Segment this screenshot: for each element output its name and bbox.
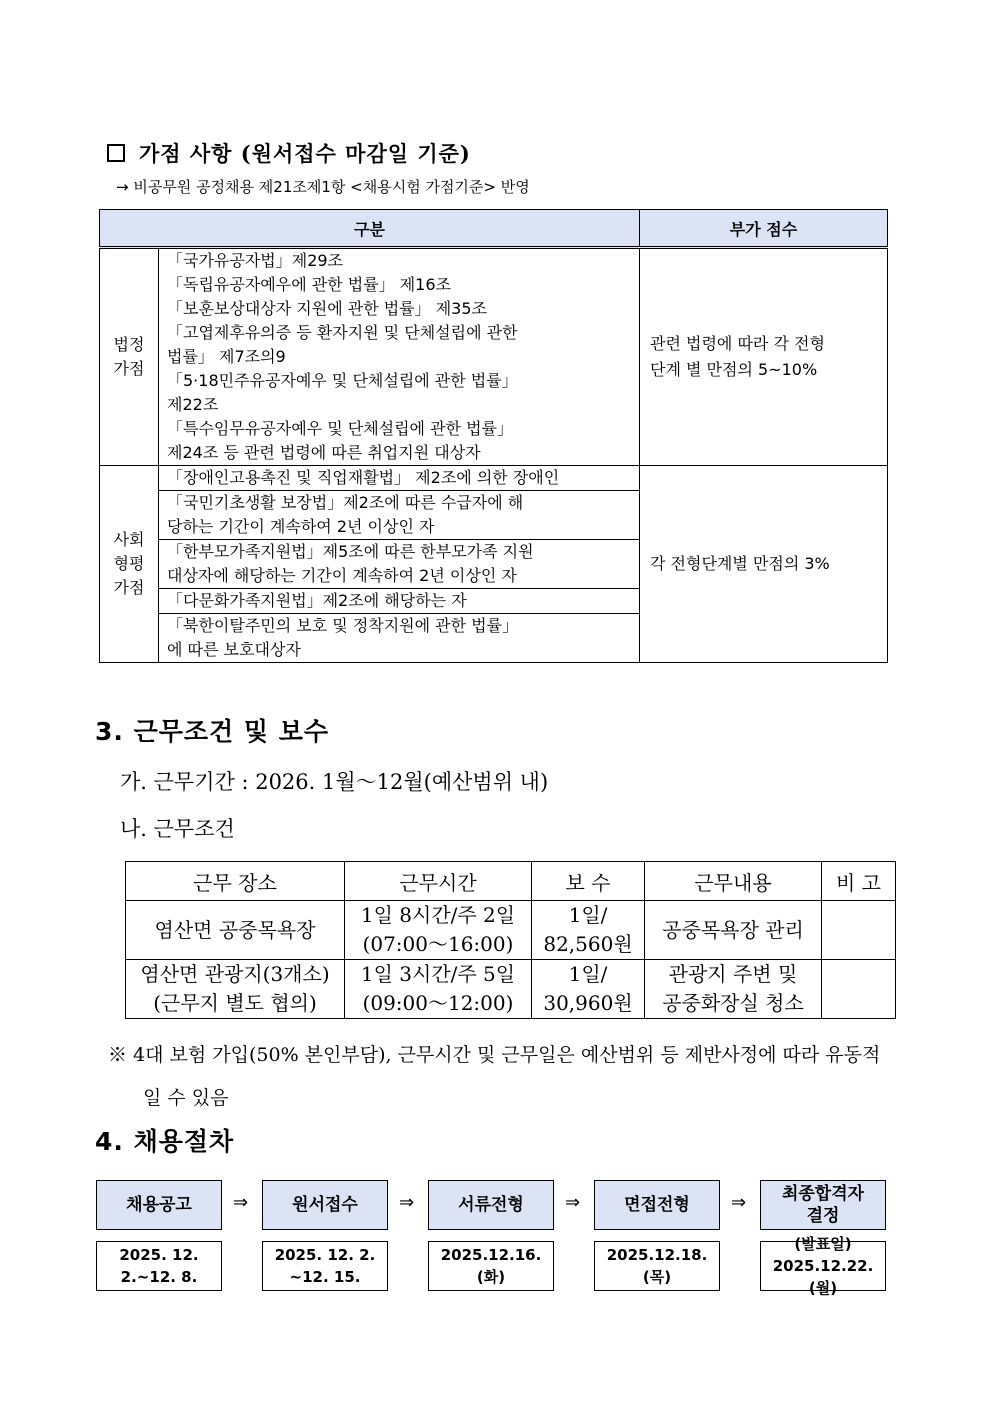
social-bonus-label	[100, 466, 159, 663]
work-note-line: ※ 4대 보험 가입(50% 본인부담), 근무시간 및 근무일은 예산범위 등 제반사정에 따라 유동적	[108, 1044, 881, 1066]
step-date-line: (발표일)	[794, 1235, 852, 1253]
step-label: 서류전형	[458, 1195, 524, 1215]
legal-score-line: 단계 별 만점의 5~10%	[650, 360, 818, 379]
social-label-line: 가점	[113, 578, 145, 597]
social-item-line: 「한부모가족지원법」제5조에 따른 한부모가족 지원	[167, 542, 534, 561]
step-date-announcement	[96, 1241, 222, 1291]
step-date-line: 2.~12. 8.	[120, 1268, 198, 1286]
cell-line: 염산면 공중목욕장	[154, 917, 316, 942]
social-item	[159, 466, 640, 491]
header-place: 근무 장소	[126, 862, 345, 901]
step-date-interview	[594, 1241, 720, 1291]
right-double-arrow-icon: ⇒	[565, 1192, 581, 1213]
work-table-header	[126, 862, 896, 901]
step-label: 최종합격자	[781, 1184, 865, 1204]
step-label: 면접전형	[624, 1195, 690, 1215]
header-remarks: 비 고	[822, 862, 896, 901]
step-label: 원서접수	[292, 1195, 358, 1215]
legal-bonus-label	[100, 248, 159, 466]
work-conditions-label: 나. 근무조건	[120, 817, 235, 841]
cell-line: 82,560원	[543, 932, 633, 956]
table-row	[126, 960, 896, 1019]
section-3-title: 3. 근무조건 및 보수	[95, 717, 330, 746]
cell-line: 30,960원	[543, 991, 633, 1015]
social-item-line: 에 따른 보호대상자	[167, 640, 301, 659]
bonus-table-header	[100, 210, 888, 248]
social-item-line: 「북한이탈주민의 보호 및 정착지원에 관한 법률」	[167, 616, 519, 635]
legal-line: 「5·18민주유공자예우 및 단체설립에 관한 법률」	[167, 371, 518, 390]
cell-time	[345, 901, 532, 960]
step-document-screening	[428, 1180, 554, 1230]
legal-line: 「특수임무유공자예우 및 단체설립에 관한 법률」	[167, 419, 514, 438]
cell-time	[345, 960, 532, 1019]
legal-line: 「국가유공자법」제29조	[167, 251, 344, 270]
cell-line: 공중화장실 청소	[662, 991, 804, 1015]
social-bonus-row	[100, 466, 888, 491]
bonus-heading	[107, 138, 471, 168]
step-date-line: 2025.12.16.(화)	[440, 1246, 542, 1286]
header-time: 근무시간	[345, 862, 532, 901]
step-application	[262, 1180, 388, 1230]
checkbox-square-icon	[107, 144, 125, 162]
social-item-line: 「다문화가족지원법」제2조에 해당하는 자	[167, 591, 467, 610]
cell-remarks	[822, 901, 896, 960]
step-date-line: 2025.12.22.(월)	[772, 1257, 874, 1297]
social-item-line: 대상자에 해당하는 기간이 계속하여 2년 이상인 자	[167, 566, 517, 585]
right-double-arrow-icon: ⇒	[731, 1192, 747, 1213]
cell-place	[126, 960, 345, 1019]
cell-pay	[532, 901, 645, 960]
header-pay: 보 수	[532, 862, 645, 901]
legal-bonus-description	[159, 248, 640, 466]
step-label: 채용공고	[126, 1195, 192, 1215]
step-date-line: 2025. 12.	[119, 1246, 199, 1264]
legal-score-line: 관련 법령에 따라 각 전형	[650, 334, 825, 353]
step-date-line: ~12. 15.	[289, 1268, 361, 1286]
cell-line: 염산면 관광지(3개소)	[140, 962, 330, 986]
step-date-application	[262, 1241, 388, 1291]
cell-line: 공중목욕장 관리	[662, 917, 804, 942]
table-row	[126, 901, 896, 960]
step-final-decision	[760, 1180, 886, 1230]
step-date-line: 2025. 12. 2.	[274, 1246, 376, 1264]
right-double-arrow-icon: ⇒	[233, 1192, 249, 1213]
social-item-line: 당하는 기간이 계속하여 2년 이상인 자	[167, 517, 435, 536]
step-announcement	[96, 1180, 222, 1230]
legal-line: 「독립유공자예우에 관한 법률」 제16조	[167, 275, 452, 294]
legal-bonus-score	[640, 248, 888, 466]
cell-place	[126, 901, 345, 960]
legal-line: 「보훈보상대상자 지원에 관한 법률」 제35조	[167, 299, 487, 318]
social-bonus-score: 각 전형단계별 만점의 3%	[640, 466, 888, 663]
work-conditions-table	[125, 861, 896, 1019]
cell-line: (09:00～12:00)	[362, 991, 514, 1015]
cell-line: 관광지 주변 및	[668, 962, 798, 986]
social-item-line: 「국민기초생활 보장법」제2조에 따른 수급자에 해	[167, 493, 524, 512]
legal-label-line: 가점	[113, 359, 145, 378]
social-label-line: 형평	[113, 554, 145, 573]
social-item	[159, 540, 640, 589]
cell-line: 1일/	[568, 962, 608, 986]
bonus-heading-text: 가점 사항 (원서접수 마감일 기준)	[139, 141, 471, 166]
legal-line: 법률」 제7조의9	[167, 347, 286, 366]
cell-line: 1일 3시간/주 5일	[360, 962, 516, 986]
legal-label-line: 법정	[113, 335, 145, 354]
bonus-note: → 비공무원 공정채용 제21조제1항 <채용시험 가점기준> 반영	[116, 178, 530, 196]
header-duty: 근무내용	[645, 862, 822, 901]
work-period: 가. 근무기간 : 2026. 1월～12월(예산범위 내)	[120, 770, 549, 794]
cell-pay	[532, 960, 645, 1019]
cell-line: 1일/	[568, 903, 608, 927]
step-label: 결정	[806, 1206, 840, 1226]
step-interview	[594, 1180, 720, 1230]
right-double-arrow-icon: ⇒	[399, 1192, 415, 1213]
step-date-line: 2025.12.18.(목)	[606, 1246, 708, 1286]
section-4-title: 4. 채용절차	[95, 1127, 235, 1156]
legal-line: 「고엽제후유의증 등 환자지원 및 단체설립에 관한	[167, 323, 518, 342]
bonus-table	[99, 209, 888, 663]
legal-bonus-row	[100, 248, 888, 466]
cell-duty	[645, 901, 822, 960]
social-item	[159, 589, 640, 614]
cell-remarks	[822, 960, 896, 1019]
social-item-line: 「장애인고용촉진 및 직업재활법」 제2조에 의한 장애인	[167, 468, 560, 487]
header-category: 구분	[100, 210, 640, 248]
cell-line: 1일 8시간/주 2일	[360, 903, 516, 927]
cell-line: (근무지 별도 협의)	[153, 991, 317, 1015]
legal-line: 제24조 등 관련 법령에 따른 취업지원 대상자	[167, 443, 481, 462]
step-date-final-decision	[760, 1235, 886, 1297]
legal-line: 제22조	[167, 395, 219, 414]
work-note-line: 일 수 있음	[143, 1087, 229, 1109]
social-item	[159, 491, 640, 540]
header-score: 부가 점수	[640, 210, 888, 248]
social-label-line: 사회	[113, 530, 145, 549]
cell-duty	[645, 960, 822, 1019]
cell-line: (07:00～16:00)	[362, 932, 514, 956]
step-date-document-screening	[428, 1241, 554, 1291]
social-item	[159, 614, 640, 663]
